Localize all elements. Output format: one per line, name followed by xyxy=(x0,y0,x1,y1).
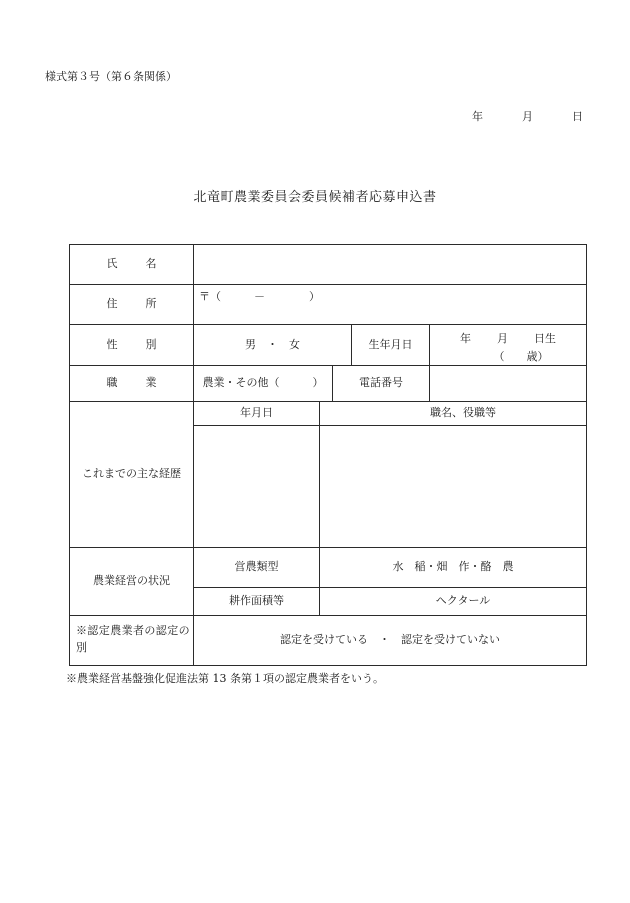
form-number: 様式第３号（第６条関係） xyxy=(45,70,177,83)
phone-field[interactable] xyxy=(430,366,586,401)
name-field[interactable] xyxy=(194,245,586,284)
address-label-char-2: 所 xyxy=(145,297,157,311)
occupation-label-char-2: 業 xyxy=(145,376,157,390)
phone-label: 電話番号 xyxy=(359,376,403,390)
birthdate-year-label: 年 xyxy=(460,332,471,345)
date-year-label: 年 xyxy=(472,110,483,123)
birthdate-day-label: 日生 xyxy=(534,332,556,345)
gender-label-char-1: 性 xyxy=(106,337,118,351)
farm-area-label: 耕作面積等 xyxy=(229,594,284,608)
career-column-title xyxy=(320,402,586,425)
address-label-char-1: 住 xyxy=(106,297,118,311)
farm-type-options[interactable]: 水 稲・畑 作・酪 農 xyxy=(392,560,514,574)
career-date-field[interactable] xyxy=(194,426,319,547)
age-text: （ 歳） xyxy=(493,350,549,363)
name-label xyxy=(70,245,193,284)
farm-area-unit: ヘクタール xyxy=(435,594,491,608)
certification-label: ※認定農業者の認定の別 xyxy=(76,624,190,654)
gender-label xyxy=(70,325,193,365)
occupation-options[interactable]: 農業・その他（ ） xyxy=(202,376,324,390)
document-title: 北竜町農業委員会委員候補者応募申込書 xyxy=(193,190,437,205)
birthdate-month-label: 月 xyxy=(497,332,508,345)
birthdate-field[interactable] xyxy=(430,327,586,365)
career-column-title-text: 職名、役職等 xyxy=(430,406,496,420)
occupation-label xyxy=(70,366,193,401)
farm-type-label: 営農類型 xyxy=(234,560,279,574)
occupation-label-char-1: 職 xyxy=(106,376,118,390)
date-line xyxy=(472,108,583,124)
name-label-char-2: 名 xyxy=(145,257,157,271)
date-day-label: 日 xyxy=(572,110,583,123)
farm-area-field[interactable] xyxy=(320,588,586,615)
footnote: ※農業経営基盤強化促進法第 13 条第１項の認定農業者をいう。 xyxy=(66,672,384,685)
birthdate-label: 生年月日 xyxy=(368,337,413,351)
gender-options[interactable]: 男 ・ 女 xyxy=(245,337,300,351)
career-column-date: 年月日 xyxy=(240,406,273,420)
gender-label-char-2: 別 xyxy=(145,337,157,351)
date-month-label: 月 xyxy=(522,110,533,123)
name-label-char-1: 氏 xyxy=(106,257,118,271)
address-postal-field[interactable]: 〒（ － ） xyxy=(199,290,320,303)
career-title-field[interactable] xyxy=(320,426,586,547)
farm-status-label: 農業経営の状況 xyxy=(93,574,170,588)
career-label: これまでの主な経歴 xyxy=(82,467,181,481)
address-label xyxy=(70,285,193,324)
certification-options[interactable]: 認定を受けている ・ 認定を受けていない xyxy=(280,633,500,647)
birthdate-ymd xyxy=(430,330,586,346)
